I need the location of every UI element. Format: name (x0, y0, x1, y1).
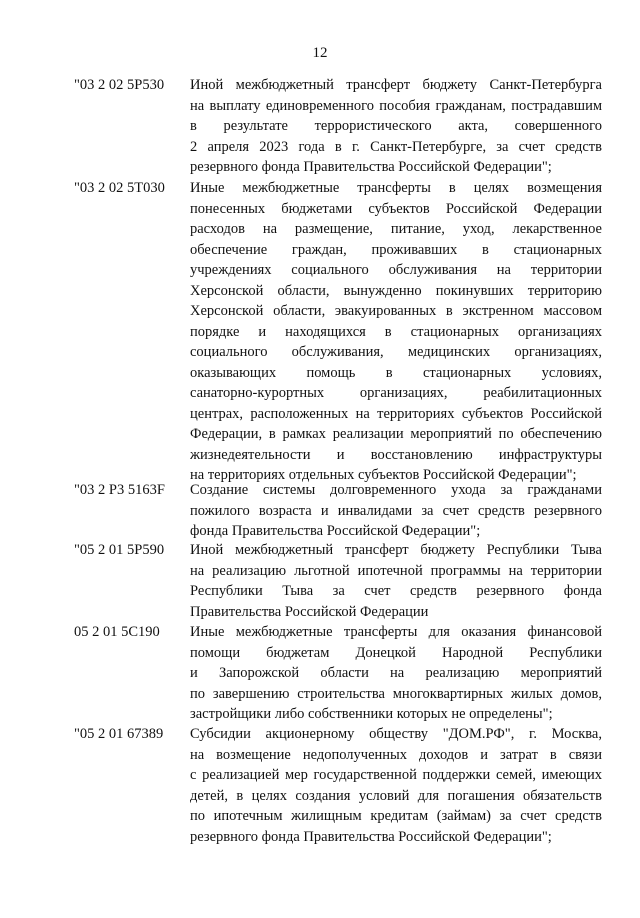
budget-code: "03 2 02 5Т030 (74, 180, 165, 196)
description-line: резервного фонда Правительства Российской Федерации"; (190, 828, 552, 845)
description-line: по ипотечным жилищным кредитам (займам) за счет средств (190, 808, 602, 824)
description-line: учреждениях социального обслуживания на территории (190, 262, 602, 278)
description-line: пожилого возраста и инвалидами за счет средств резервного (190, 502, 602, 519)
description-line: на территориях отдельных субъектов Российской Федерации"; (190, 467, 577, 483)
description-line: фонда Правительства Российской Федерации"; (190, 523, 481, 539)
description-line: центрах, расположенных на территориях субъектов Российской (190, 405, 602, 422)
description-line: санаторно-курортных организациях, реабилитационных (190, 385, 602, 401)
description-line: жизнедеятельности и восстановлению инфраструктуры (190, 446, 602, 463)
description-line: Субсидии акционерному обществу "ДОМ.РФ", г. Москва, (190, 726, 602, 742)
description-line: понесенных бюджетами субъектов Российской Федерации (190, 200, 602, 217)
description-line: детей, в целях создания условий для погашения обязательств (190, 787, 602, 804)
description-line: на выплату единовременного пособия гражданам, пострадавшим (190, 97, 602, 114)
description-line: Херсонской области, вынужденно покинувших территорию (190, 282, 602, 299)
budget-description (190, 724, 602, 847)
budget-code: "05 2 01 67389 (74, 726, 164, 742)
description-line: застройщики либо собственники которых не определены"; (190, 706, 553, 722)
description-line: с реализацией мер государственной поддержки семей, имеющих (190, 767, 602, 783)
description-line: обеспечение граждан, проживавших в стационарных (190, 241, 602, 258)
description-line: Херсонской области, эвакуированных в экстренном массовом (190, 303, 602, 319)
page-number: 12 (312, 45, 328, 61)
description-line: Иной межбюджетный трансферт бюджету Санкт-Петербурга (190, 77, 602, 93)
description-line: и Запорожской области на реализацию мероприятий (190, 665, 602, 681)
description-line: порядке и находящихся в стационарных организациях (190, 323, 602, 340)
budget-description (190, 75, 602, 178)
budget-description (190, 480, 602, 542)
description-line: Правительства Российской Федерации (190, 603, 429, 620)
description-line: Республики Тыва за счет средств резервного фонда (190, 583, 602, 599)
description-line: резервного фонда Правительства Российской Федерации"; (190, 159, 552, 175)
budget-code: 05 2 01 5С190 (74, 624, 160, 640)
description-line: на реализацию льготной ипотечной программы на территории (190, 562, 602, 579)
description-line: 2 апреля 2023 года в г. Санкт-Петербурге, за счет средств (190, 138, 602, 155)
budget-description (190, 178, 602, 486)
budget-description (190, 622, 602, 725)
description-line: оказывающих помощь в стационарных условиях, (190, 364, 602, 381)
description-line: на возмещение недополученных доходов и затрат в связи (190, 746, 602, 763)
budget-code: "05 2 01 5Р590 (74, 542, 165, 558)
description-line: Создание системы долговременного ухода за гражданами (190, 482, 602, 498)
description-line: расходов на размещение, питание, уход, лекарственное (190, 221, 602, 237)
description-line: Иные межбюджетные трансферты в целях возмещения (190, 180, 602, 196)
description-line: Иные межбюджетные трансферты для оказания финансовой (190, 624, 602, 640)
description-line: социального обслуживания, медицинских организациях, (190, 344, 602, 360)
budget-description (190, 540, 602, 622)
budget-code: "03 2 Р3 5163F (74, 482, 165, 498)
description-line: Федерации, в рамках реализации мероприятий по обеспечению (190, 426, 602, 442)
description-line: в результате террористического акта, совершенного (190, 118, 602, 134)
budget-code: "03 2 02 5Р530 (74, 77, 165, 93)
description-line: помощи бюджетам Донецкой Народной Республики (190, 644, 602, 661)
description-line: Иной межбюджетный трансферт бюджету Республики Тыва (190, 542, 602, 558)
description-line: по завершению строительства многоквартирных жилых домов, (190, 685, 602, 702)
